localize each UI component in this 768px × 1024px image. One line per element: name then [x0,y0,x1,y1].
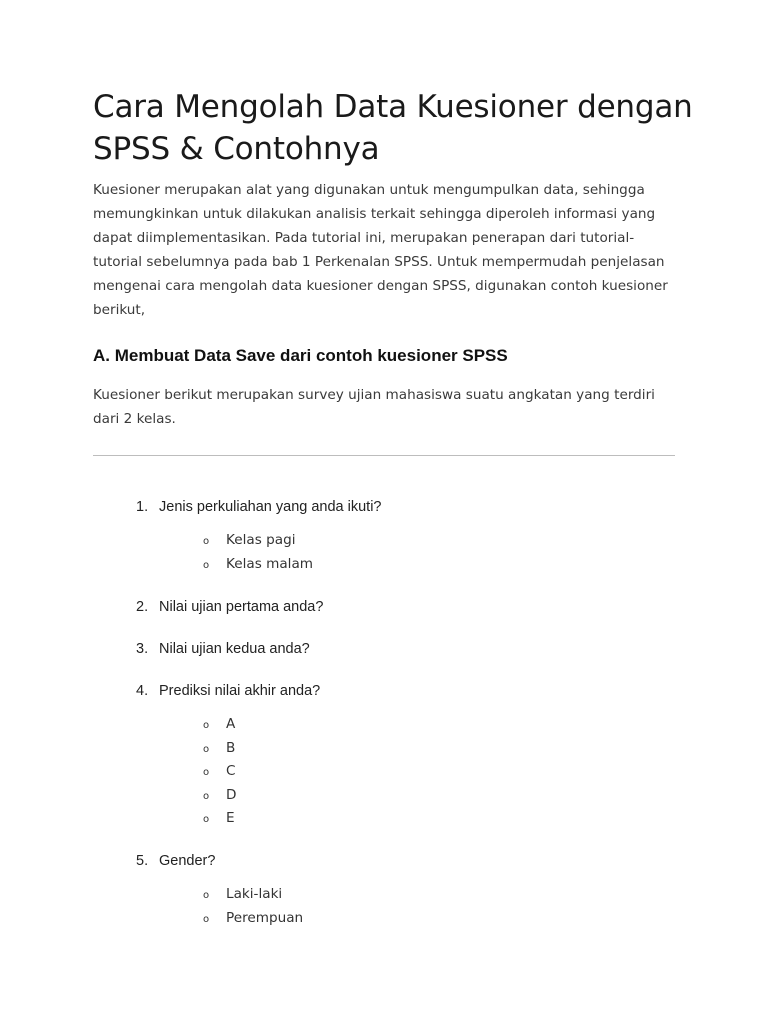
option-item [203,761,236,783]
option-item [203,530,295,552]
section-heading: A. Membuat Data Save dari contoh kuesioner SPSS [93,346,508,365]
question-item [136,681,320,701]
bullet-icon: o [203,744,210,755]
section-paragraph: Kuesioner berikut merupakan survey ujian mahasiswa suatu angkatan yang terdiri dari 2 kelas. [93,387,655,427]
option-label: Laki-laki [226,886,283,902]
question-number: 1. [136,499,149,515]
question-item [136,597,323,617]
option-item [203,884,282,906]
question-item [136,497,381,517]
bullet-icon: o [203,814,210,825]
question-item [136,639,310,659]
bullet-icon: o [203,720,210,731]
option-label: B [226,740,236,756]
bullet-icon: o [203,914,210,925]
option-label: D [226,787,237,803]
bullet-icon: o [203,791,210,802]
option-item [203,554,313,576]
option-label: C [226,763,236,779]
option-label: Kelas pagi [226,532,296,548]
option-label: Kelas malam [226,556,314,572]
intro-paragraph: Kuesioner merupakan alat yang digunakan untuk mengumpulkan data, sehingga memungkinkan untuk dilakukan analisis terkait sehingga diperoleh informasi yang dapat diimplementasikan. Pada tutorial ini, merupakan penerapan dari tutorial-tutorial sebelumnya pada bab 1 Perkenalan SPSS. Untuk mempermudah penjelasan mengenai cara mengolah data kuesioner dengan SPSS, digunakan contoh kuesioner berikut, [93,182,668,318]
option-label: Perempuan [226,910,304,926]
question-text: Nilai ujian kedua anda? [159,641,310,657]
divider [93,455,675,456]
question-text: Nilai ujian pertama anda? [159,599,324,615]
bullet-icon: o [203,767,210,778]
bullet-icon: o [203,536,210,547]
question-number: 2. [136,599,149,615]
bullet-icon: o [203,560,210,571]
option-item [203,808,235,830]
option-item [203,714,235,736]
option-item [203,908,303,930]
question-number: 5. [136,853,149,869]
option-item [203,738,235,760]
option-label: E [226,810,235,826]
bullet-icon: o [203,890,210,901]
question-number: 3. [136,641,149,657]
page-title: Cara Mengolah Data Kuesioner dengan SPSS & Contohnya [93,89,693,167]
question-text: Prediksi nilai akhir anda? [159,683,321,699]
option-item [203,785,236,807]
question-item [136,851,215,871]
question-text: Jenis perkuliahan yang anda ikuti? [159,499,382,515]
question-number: 4. [136,683,149,699]
question-text: Gender? [159,853,216,869]
option-label: A [226,716,236,732]
